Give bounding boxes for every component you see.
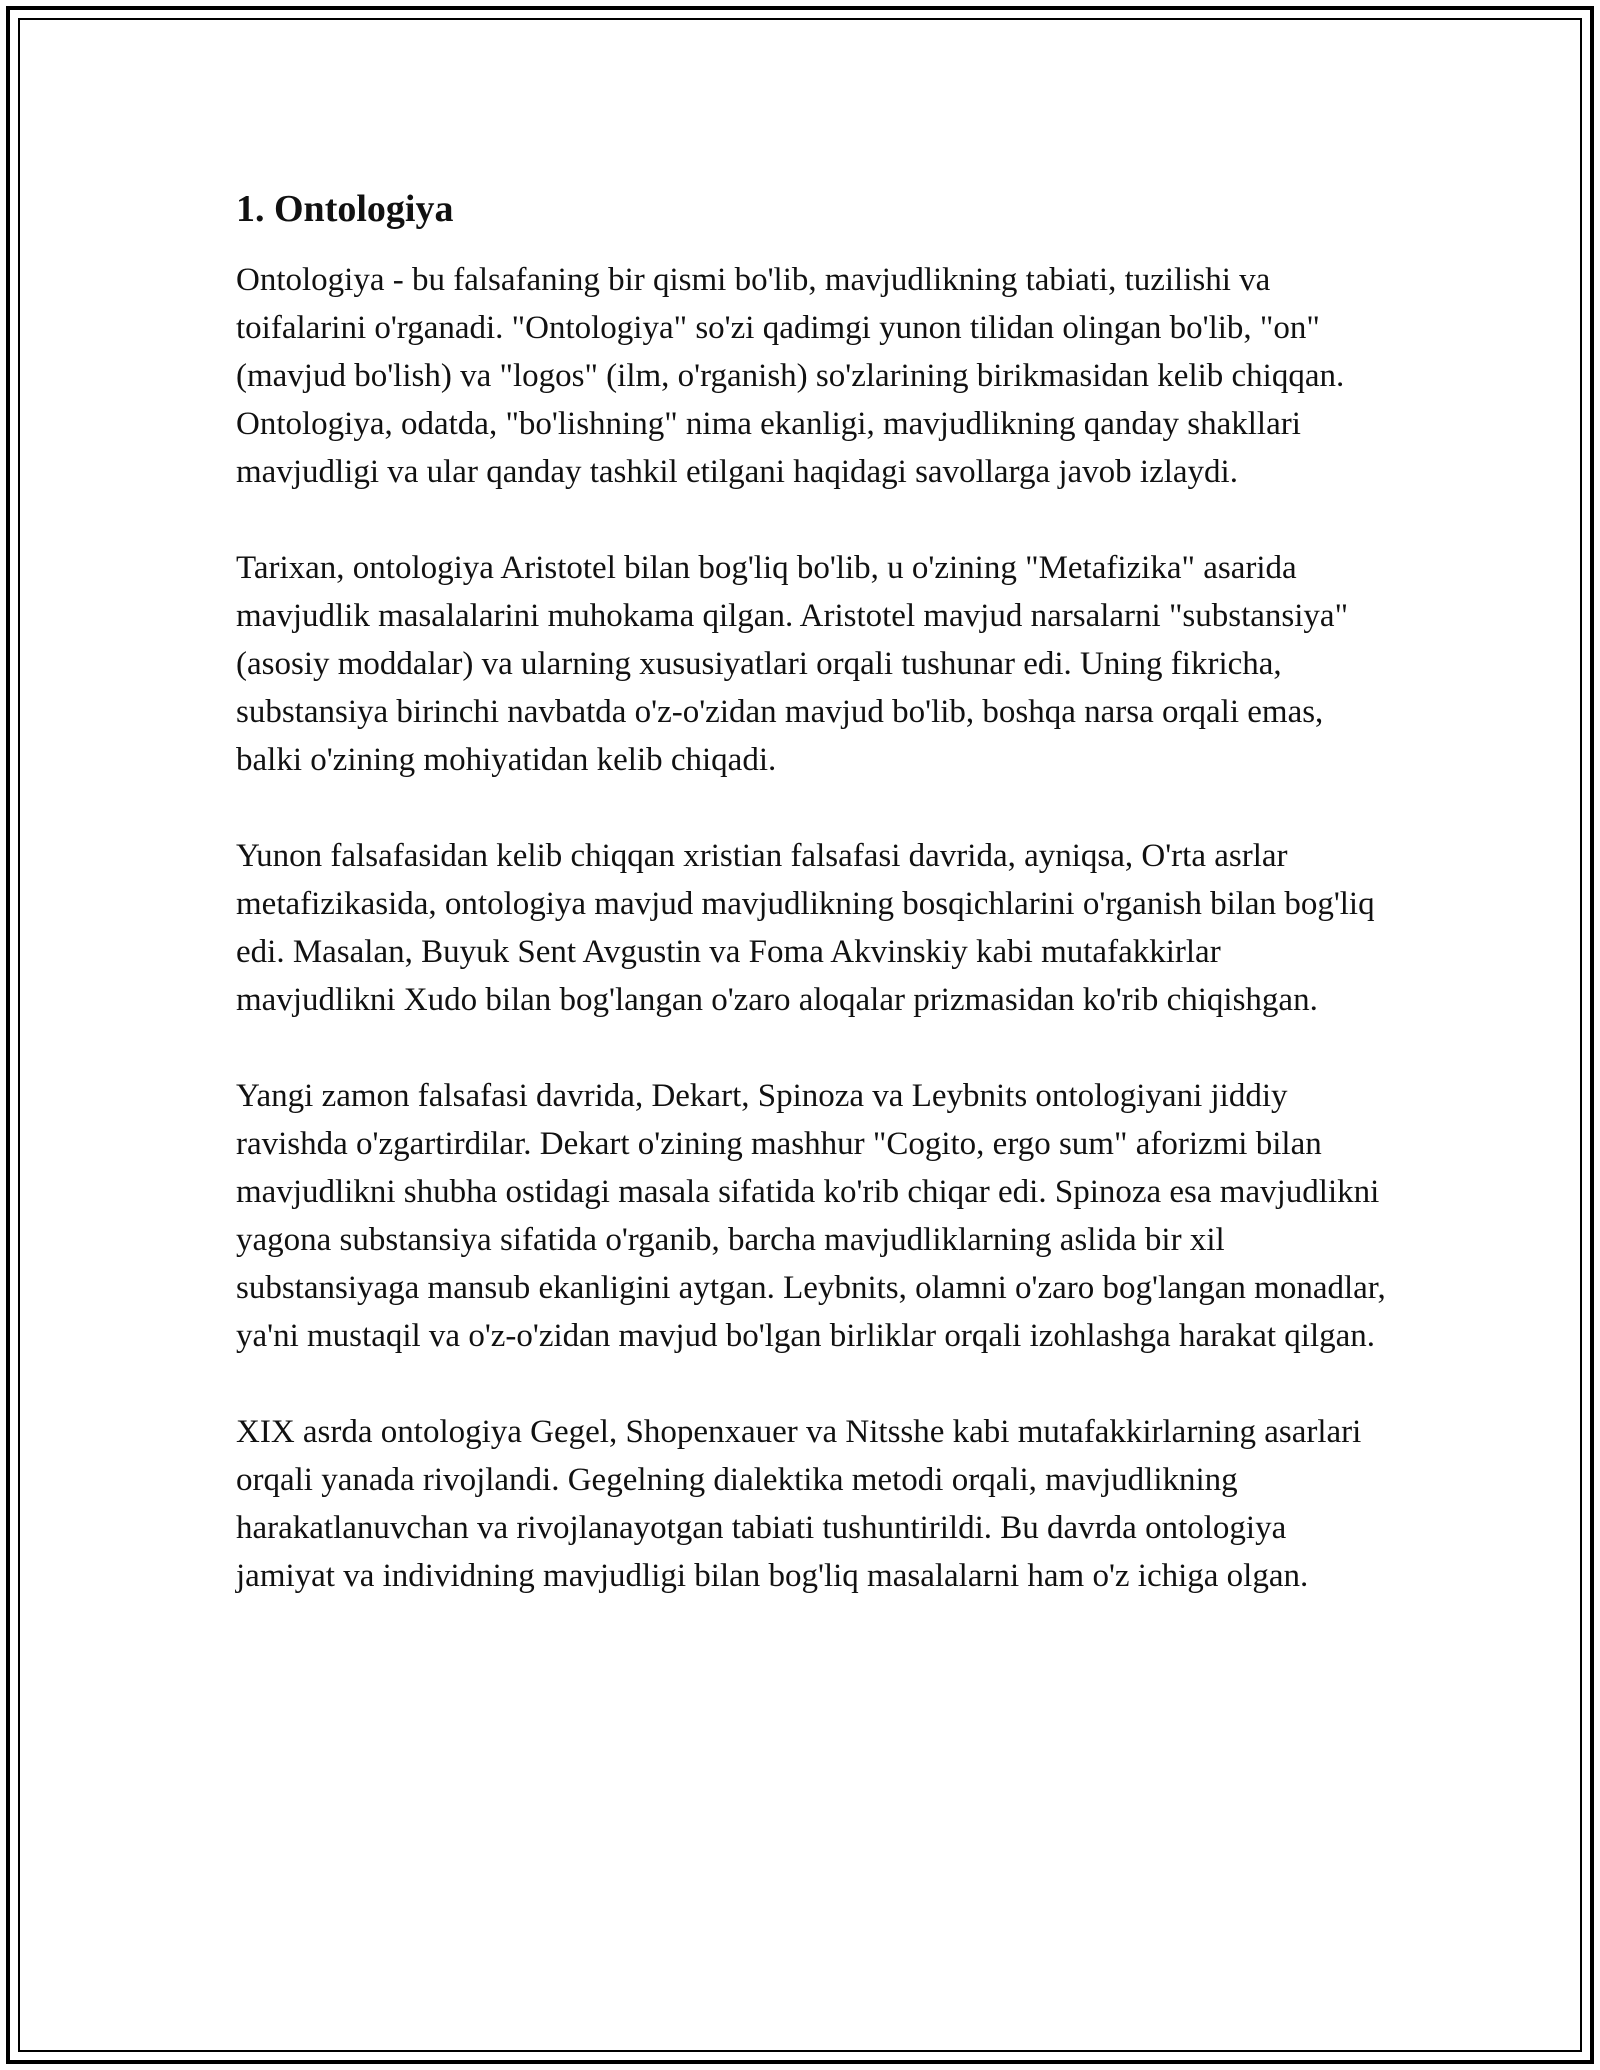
section-heading: 1. Ontologiya [236,188,454,230]
paragraph-medieval: Yunon falsafasidan kelib chiqqan xristian falsafasi davrida, ayniqsa, O'rta asrlar metafizikasida, ontologiya mavjud mavjudlikning bosqichlarini o'rganish bilan bog'liq edi. Masalan, Buyuk Sent Avgustin va Foma Akvinskiy kabi mutafakkirlar mavjudlikni Xudo bilan bog'langan o'zaro aloqalar prizmasidan ko'rib chiqishgan. [236,838,1375,1019]
paragraph-intro: Ontologiya - bu falsafaning bir qismi bo'lib, mavjudlikning tabiati, tuzilishi va toifalarini o'rganadi. "Ontologiya" so'zi qadimgi yunon tilidan olingan bo'lib, "on" (mavjud bo'lish) va "logos" (ilm, o'rganish) so'zlarining birikmasidan kelib chiqqan. Ontologiya, odatda, "bo'lishning" nima ekanligi, mavjudlikning qanday shakllari mavjudligi va ular qanday tashkil etilgani haqidagi savollarga javob izlaydi. [236,262,1345,491]
paragraph-aristotle: Tarixan, ontologiya Aristotel bilan bog'liq bo'lib, u o'zining "Metafizika" asarida mavjudlik masalalarini muhokama qilgan. Aristotel mavjud narsalarni "substansiya" (asosiy moddalar) va ularning xususiyatlari orqali tushunar edi. Uning fikricha, substansiya birinchi navbatda o'z-o'zidan mavjud bo'lib, boshqa narsa orqali emas, balki o'zining mohiyatidan kelib chiqadi. [236,550,1349,779]
paragraph-nineteenth-century: XIX asrda ontologiya Gegel, Shopenxauer va Nitsshe kabi mutafakkirlarning asarlari orqali yanada rivojlandi. Gegelning dialektika metodi orqali, mavjudlikning harakatlanuvchan va rivojlanayotgan tabiati tushuntirildi. Bu davrda ontologiya jamiyat va individning mavjudligi bilan bog'liq masalalarni ham o'z ichiga olgan. [236,1414,1362,1595]
paragraph-modern: Yangi zamon falsafasi davrida, Dekart, Spinoza va Leybnits ontologiyani jiddiy ravishda o'zgartirdilar. Dekart o'zining mashhur "Cogito, ergo sum" aforizmi bilan mavjudlikni shubha ostidagi masala sifatida ko'rib chiqar edi. Spinoza esa mavjudlikni yagona substansiya sifatida o'rganib, barcha mavjudliklarning aslida bir xil substansiyaga mansub ekanligini aytgan. Leybnits, olamni o'zaro bog'langan monadlar, ya'ni mustaqil va o'z-o'zidan mavjud bo'lgan birliklar orqali izohlashga harakat qilgan. [236,1078,1386,1355]
document-body [236,185,1386,1648]
